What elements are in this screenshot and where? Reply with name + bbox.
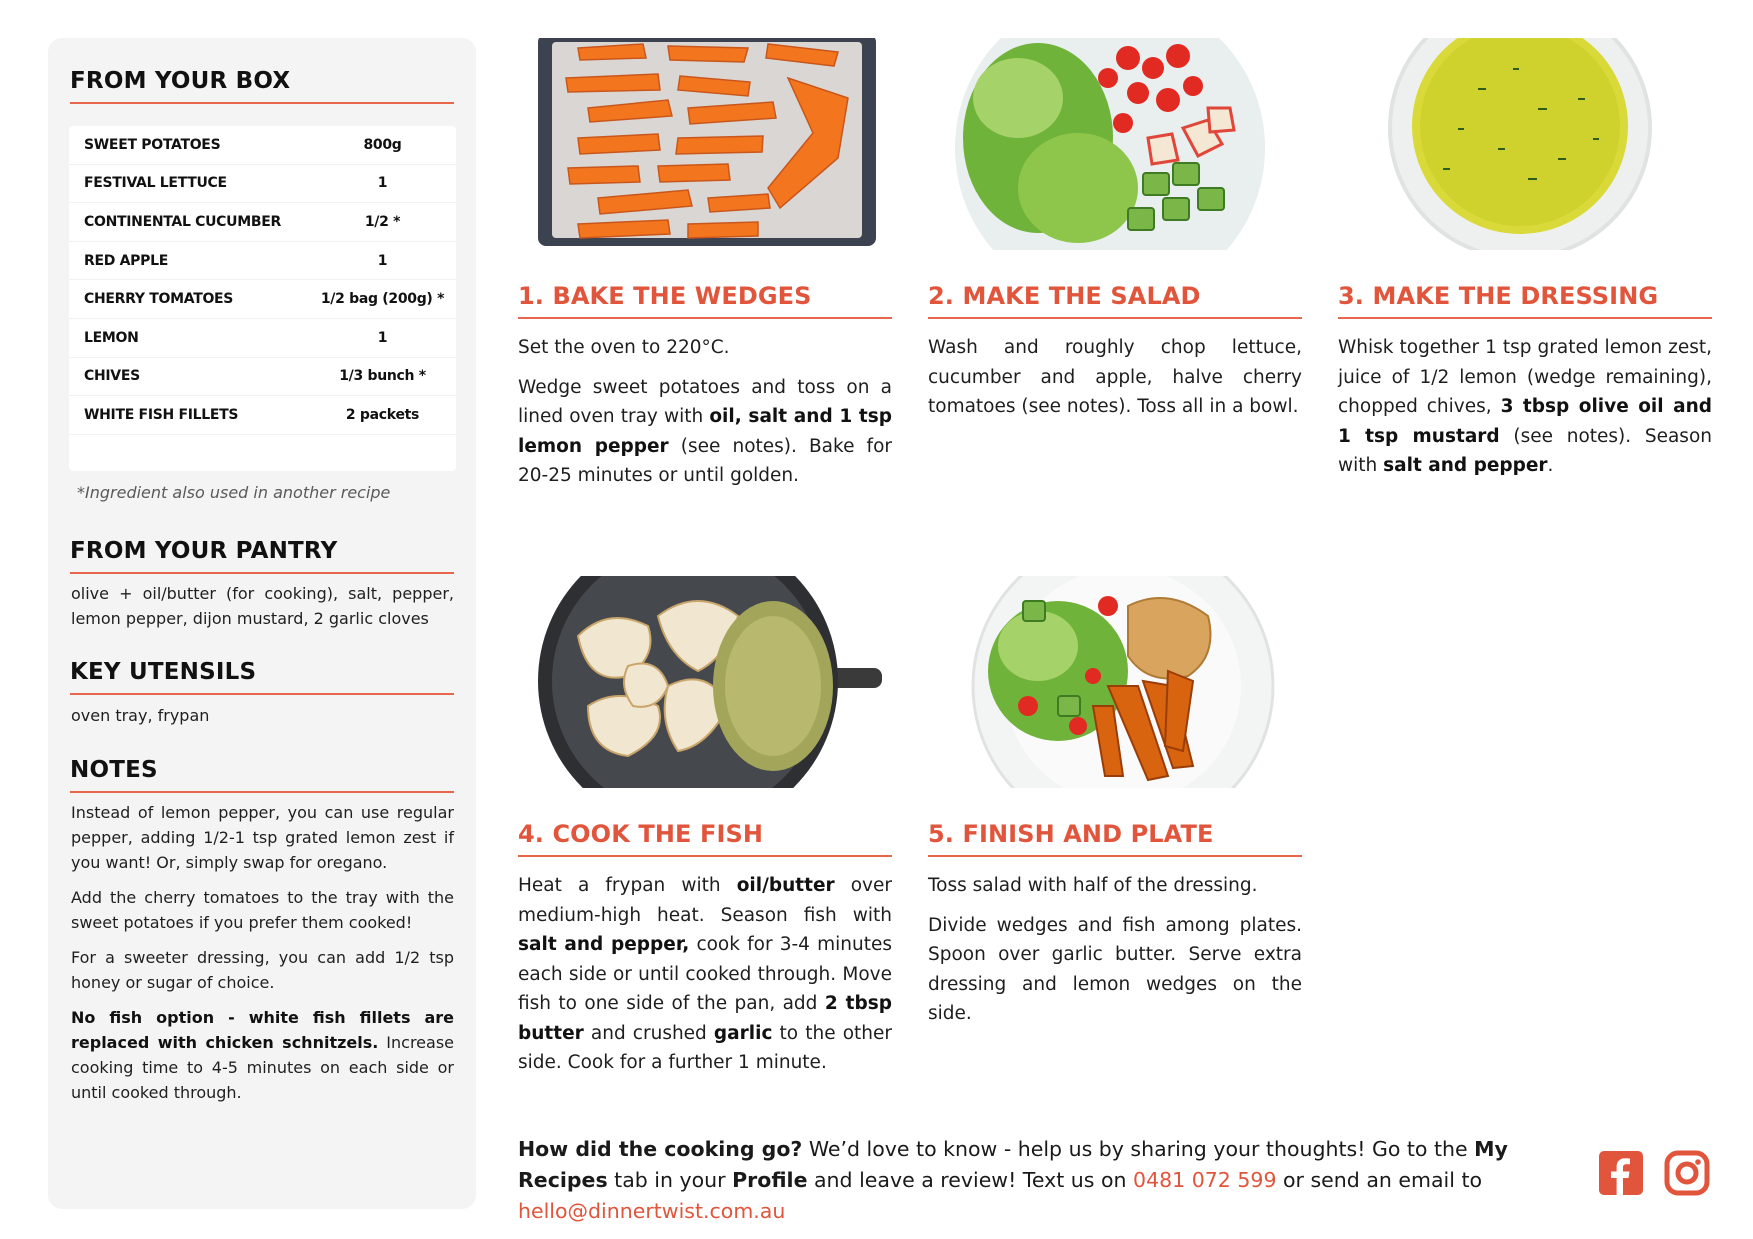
- step-1-title: 1. BAKE THE WEDGES: [518, 282, 892, 319]
- bold-run: salt and pepper: [1383, 455, 1548, 476]
- bold-run: salt and pepper,: [518, 934, 690, 955]
- note-paragraph: [71, 1005, 454, 1105]
- table-row: [69, 165, 456, 204]
- facebook-icon[interactable]: [1598, 1150, 1644, 1196]
- ingredient-table: [69, 126, 456, 471]
- table-row: [69, 242, 456, 281]
- text-run: cook for 3-4 minutes each side or until cooked through. Move fish to one side of the pan, add: [518, 934, 892, 1014]
- ingredient-qty: 1/2 *: [364, 213, 401, 230]
- bold-run: How did the cooking go?: [518, 1137, 803, 1161]
- text-run: (see notes). Bake for 20-25 minutes or until golden.: [518, 435, 892, 486]
- text-run: over medium-high heat. Season fish with: [518, 875, 892, 926]
- step-5-body: [928, 871, 1302, 1039]
- step-1-paragraph: Set the oven to 220°C.: [518, 337, 730, 358]
- table-row: [69, 358, 456, 397]
- step-3-title: 3. MAKE THE DRESSING: [1338, 282, 1712, 319]
- text-run: Wedge sweet potatoes and toss on a lined oven tray with: [518, 376, 892, 427]
- step-5-paragraph: Toss salad with half of the dressing.: [928, 875, 1258, 896]
- table-row: [69, 396, 456, 435]
- step-4-title: 4. COOK THE FISH: [518, 820, 892, 857]
- ingredient-qty: 1/3 bunch *: [339, 368, 426, 385]
- footnote: *Ingredient also used in another recipe: [77, 483, 391, 502]
- ingredient-qty: 1: [377, 329, 388, 346]
- pantry-title: FROM YOUR PANTRY: [70, 538, 454, 574]
- instagram-icon[interactable]: [1664, 1150, 1710, 1196]
- ingredient-qty: 1: [377, 175, 388, 192]
- text-run: (see notes). Season with: [1338, 425, 1712, 476]
- wedges-tray-illustration: [518, 38, 882, 250]
- note-paragraph: For a sweeter dressing, you can add 1/2 tsp honey or sugar of choice.: [71, 948, 454, 992]
- bold-run: 2 tbsp butter: [518, 993, 893, 1044]
- bold-run: My Recipes: [518, 1137, 1508, 1192]
- table-row: [69, 319, 456, 358]
- table-row: [69, 280, 456, 319]
- contact-link[interactable]: 0481 072 599: [1133, 1168, 1277, 1192]
- text-run: tab in your: [607, 1168, 733, 1192]
- pantry-text: olive + oil/butter (for cooking), salt, pepper, lemon pepper, dijon mustard, 2 garlic cloves: [71, 584, 454, 628]
- ingredient-qty: 2 packets: [345, 406, 420, 423]
- bold-run: Profile: [732, 1168, 808, 1192]
- text-run: Heat a frypan with: [518, 875, 737, 896]
- ingredient-name: FESTIVAL LETTUCE: [84, 175, 227, 192]
- text-run: and leave a review! Text us on: [807, 1168, 1134, 1192]
- ingredient-name: SWEET POTATOES: [84, 136, 221, 153]
- table-row: [69, 126, 456, 165]
- utensils-text: oven tray, frypan: [71, 706, 210, 725]
- note-bold: No fish option - white fish fillets are replaced with chicken schnitzels.: [71, 1008, 454, 1052]
- bold-run: 3 tbsp olive oil and 1 tsp mustard: [1338, 396, 1712, 447]
- table-row: [69, 203, 456, 242]
- step-3-body: [1338, 333, 1712, 491]
- bold-run: oil, salt and 1 tsp lemon pepper: [518, 406, 892, 457]
- ingredient-name: RED APPLE: [84, 252, 168, 269]
- step-4-body: [518, 871, 892, 1088]
- notes-body: [71, 800, 454, 1115]
- step-2-paragraph: Wash and roughly chop lettuce, cucumber and apple, halve cherry tomatoes (see notes). Toss all in a bowl.: [928, 337, 1302, 417]
- contact-link[interactable]: hello@dinnertwist.com.au: [518, 1199, 786, 1223]
- sidebar: [48, 38, 476, 1209]
- text-run: Whisk together 1 tsp grated lemon zest, juice of 1/2 lemon (wedge remaining), chopped chives,: [1338, 337, 1712, 417]
- bold-run: garlic: [713, 1022, 773, 1044]
- step-3-image: [1338, 38, 1702, 250]
- ingredient-qty: 800g: [363, 136, 402, 153]
- step-2-title: 2. MAKE THE SALAD: [928, 282, 1302, 319]
- note-paragraph: Instead of lemon pepper, you can use regular pepper, adding 1/2-1 tsp grated lemon zest if you want! Or, simply swap for oregano.: [71, 803, 454, 872]
- ingredient-name: LEMON: [84, 329, 139, 346]
- dressing-bowl-illustration: [1338, 38, 1702, 250]
- ingredient-qty: 1/2 bag (200g) *: [320, 291, 445, 308]
- step-4-image: [518, 576, 882, 788]
- ingredient-name: CONTINENTAL CUCUMBER: [84, 213, 281, 230]
- step-5-paragraph: Divide wedges and fish among plates. Spoon over garlic butter. Serve extra dressing and lemon wedges on the side.: [928, 914, 1302, 1024]
- frypan-fish-illustration: [518, 576, 882, 788]
- notes-title: NOTES: [70, 757, 454, 793]
- ingredient-name: WHITE FISH FILLETS: [84, 406, 239, 423]
- step-5-image: [928, 576, 1292, 788]
- bold-run: oil/butter: [736, 875, 835, 896]
- step-5-title: 5. FINISH AND PLATE: [928, 820, 1302, 857]
- step-1-body: [518, 333, 892, 501]
- text-run: and crushed: [583, 1022, 714, 1044]
- feedback-text: [518, 1134, 1578, 1227]
- text-run: .: [1547, 455, 1554, 476]
- facebook-link[interactable]: [1598, 1150, 1644, 1196]
- text-run: We’d love to know - help us by sharing your thoughts! Go to the: [802, 1137, 1475, 1161]
- step-3-paragraph: [1338, 333, 1712, 481]
- ingredient-qty: 1: [377, 252, 388, 269]
- note-paragraph: Add the cherry tomatoes to the tray with the sweet potatoes if you prefer them cooked!: [71, 888, 454, 932]
- step-1-paragraph: [518, 373, 892, 491]
- final-plate-illustration: [928, 576, 1292, 788]
- text-run: or send an email to: [1276, 1168, 1483, 1192]
- ingredient-name: CHERRY TOMATOES: [84, 291, 234, 308]
- from-box-title: FROM YOUR BOX: [70, 68, 454, 104]
- salad-bowl-illustration: [928, 38, 1292, 250]
- ingredient-name: CHIVES: [84, 368, 140, 385]
- step-2-image: [928, 38, 1292, 250]
- instagram-link[interactable]: [1664, 1150, 1710, 1196]
- text-run: to the other side. Cook for a further 1 minute.: [518, 1022, 892, 1073]
- note-rest: Increase cooking time to 4-5 minutes on each side or until cooked through.: [71, 1033, 455, 1102]
- step-1-image: [518, 38, 882, 250]
- step-2-body: [928, 333, 1302, 432]
- step-4-paragraph: [518, 871, 892, 1078]
- utensils-title: KEY UTENSILS: [70, 659, 454, 695]
